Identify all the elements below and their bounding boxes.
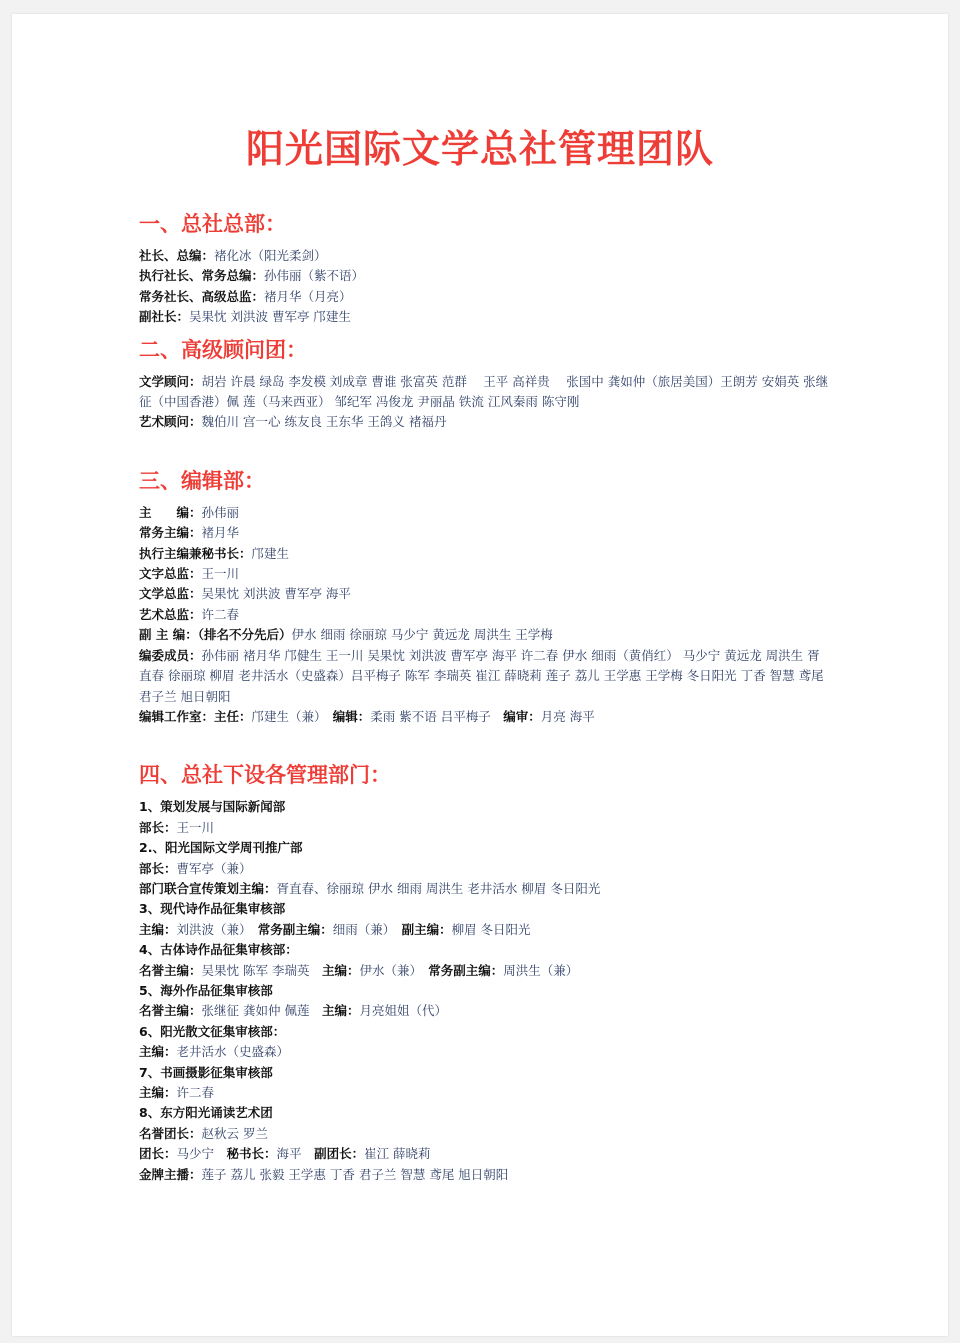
field-value: 孙伟丽 褚月华 邝健生 王一川 吴果忱 刘洪波 曹军亭 海平 许二春 伊水 细雨（黄俏红） 马少宁 黄远龙 周洪生 胥直春 徐丽琼 柳眉 老井活水（史盛森）吕平梅子 陈军 李瑞英 崔江 薛晓莉 莲子 荔儿 王学惠 王学梅 冬日阳光 丁香 智慧 鸢尾 君子兰 旭日朝阳 bbox=[139, 647, 824, 704]
field-label: 部长： bbox=[139, 819, 177, 835]
subsection-heading: 3、现代诗作品征集审核部 bbox=[139, 901, 286, 917]
field-label: 常务副主编： bbox=[257, 921, 333, 937]
field-value: 褚月华（月亮） bbox=[264, 288, 352, 304]
field-label: 名誉主编： bbox=[139, 1003, 202, 1019]
subsection-heading: 1、策划发展与国际新闻部 bbox=[139, 799, 286, 815]
field-label: 名誉主编： bbox=[139, 962, 202, 978]
field-label: 艺术总监： bbox=[139, 606, 202, 622]
field-value: 王一川 bbox=[201, 566, 240, 582]
field-label: 文学总监： bbox=[139, 586, 202, 602]
field-label: 常务社长、高级总监： bbox=[139, 288, 265, 304]
field-value: 马少宁 bbox=[176, 1146, 227, 1162]
field-value: 刘洪波（兼） bbox=[176, 921, 258, 937]
field-value: 周洪生（兼） bbox=[503, 962, 579, 978]
field-label: 主编： bbox=[139, 1044, 177, 1060]
text-line bbox=[139, 412, 829, 432]
text-line bbox=[139, 940, 829, 960]
field-label: 主 编： bbox=[139, 504, 202, 520]
text-line bbox=[139, 859, 829, 879]
field-value: 魏伯川 宫一心 练友良 王东华 王鸽义 褚福丹 bbox=[201, 414, 447, 430]
text-line bbox=[139, 564, 829, 584]
field-value: 细雨（兼） bbox=[332, 921, 402, 937]
field-value: 老井活水（史盛森） bbox=[176, 1044, 290, 1060]
field-label: 文学顾问： bbox=[139, 373, 202, 389]
field-label: 副主编： bbox=[401, 921, 452, 937]
field-value: 伊水 细雨 徐丽琼 马少宁 黄远龙 周洪生 王学梅 bbox=[291, 627, 553, 643]
text-line bbox=[139, 544, 829, 564]
document-body bbox=[139, 202, 829, 1185]
section-heading: 四、总社下设各管理部门： bbox=[139, 763, 391, 788]
field-value: 吴果忱 陈军 李瑞英 bbox=[201, 962, 322, 978]
field-label: 主编： bbox=[139, 1085, 177, 1100]
field-label: 艺术顾问： bbox=[139, 414, 202, 430]
field-label: 主编： bbox=[139, 921, 177, 937]
text-line bbox=[139, 584, 829, 604]
subsection-heading: 5、海外作品征集审核部 bbox=[139, 982, 273, 998]
field-label: 执行主编兼秘书长： bbox=[139, 545, 252, 561]
text-line bbox=[139, 1144, 829, 1164]
text-line bbox=[139, 266, 829, 286]
text-line bbox=[139, 372, 829, 413]
field-value: 柳眉 冬日阳光 bbox=[451, 921, 531, 937]
field-value: 褚化冰（阳光柔剑） bbox=[214, 248, 327, 263]
field-value: 王一川 bbox=[176, 819, 215, 835]
text-line bbox=[139, 1103, 829, 1123]
field-value: 海平 bbox=[276, 1146, 315, 1162]
field-value: 月亮姐姐（代） bbox=[359, 1003, 447, 1019]
field-value: 邝建生（兼） bbox=[251, 708, 333, 724]
text-line bbox=[139, 879, 829, 899]
text-line bbox=[139, 818, 829, 838]
field-value: 邝建生 bbox=[251, 545, 290, 561]
text-line bbox=[139, 1042, 829, 1062]
field-label: 副团长： bbox=[314, 1146, 365, 1162]
text-line bbox=[139, 838, 829, 858]
text-line bbox=[139, 523, 829, 543]
field-value: 张继征 龚如仲 佩莲 bbox=[201, 1003, 322, 1019]
text-line bbox=[139, 1022, 829, 1042]
field-value: 褚月华 bbox=[201, 525, 240, 541]
text-line bbox=[139, 797, 829, 817]
field-value: 吴果忱 刘洪波 曹军亭 海平 bbox=[201, 586, 351, 602]
field-value: 崔江 薛晓莉 bbox=[364, 1146, 431, 1162]
field-label: 秘书长： bbox=[226, 1146, 277, 1162]
subsection-heading: 8、东方阳光诵读艺术团 bbox=[139, 1105, 273, 1121]
subsection-heading: 7、书画摄影征集审核部 bbox=[139, 1064, 273, 1080]
field-label: 金牌主播： bbox=[139, 1166, 202, 1182]
field-label: 常务副主编： bbox=[428, 962, 504, 978]
text-line bbox=[139, 1083, 829, 1103]
subsection-heading: 6、阳光散文征集审核部： bbox=[139, 1023, 286, 1039]
text-line bbox=[139, 981, 829, 1001]
text-line bbox=[139, 605, 829, 625]
field-value: 柔雨 紫不语 吕平梅子 bbox=[370, 708, 504, 724]
section-heading: 三、编辑部： bbox=[139, 468, 265, 493]
document-title: 阳光国际文学总社管理团队 bbox=[245, 127, 714, 171]
field-value: 胡岩 许晨 绿岛 李发模 刘成章 曹谁 张富英 范群 王平 高祥贵 张国中 龚如仲（旅居美国）王朗芳 安娟英 张继征（中国香港）佩 莲（马来西亚） 邹纪军 冯俊龙 尹丽晶 铁流 江风秦雨 陈守刚 bbox=[139, 373, 829, 410]
field-value: 曹军亭（兼） bbox=[176, 860, 252, 876]
subsection-heading: 4、古体诗作品征集审核部： bbox=[139, 942, 298, 958]
text-line bbox=[139, 287, 829, 307]
field-label: 编辑工作室：主任： bbox=[139, 708, 252, 724]
text-line bbox=[139, 1165, 829, 1185]
text-line bbox=[139, 625, 829, 645]
field-label: 编审： bbox=[503, 708, 541, 724]
subsection-heading: 2.、阳光国际文学周刊推广部 bbox=[139, 840, 303, 856]
field-value: 赵秋云 罗兰 bbox=[201, 1125, 268, 1141]
field-value: 吴果忱 刘洪波 曹军亭 邝建生 bbox=[189, 309, 351, 325]
field-value: 孙伟丽（紫不语） bbox=[264, 268, 365, 284]
field-value: 孙伟丽 bbox=[201, 504, 240, 520]
text-line bbox=[139, 503, 829, 523]
text-line bbox=[139, 961, 829, 981]
field-label: 主编： bbox=[321, 962, 360, 978]
field-label: 编委成员： bbox=[139, 647, 202, 663]
section-heading: 二、高级顾问团： bbox=[139, 337, 307, 362]
field-label: 常务主编： bbox=[139, 525, 202, 541]
field-label: 副 主 编：（排名不分先后） bbox=[139, 627, 292, 643]
text-line bbox=[139, 707, 829, 727]
text-line bbox=[139, 1001, 829, 1021]
field-value: 莲子 荔儿 张毅 王学惠 丁香 君子兰 智慧 鸢尾 旭日朝阳 bbox=[201, 1166, 509, 1182]
field-value: 许二春 bbox=[176, 1085, 215, 1100]
field-label: 团长： bbox=[139, 1146, 177, 1162]
field-label: 副社长： bbox=[139, 309, 190, 325]
text-line bbox=[139, 646, 829, 707]
text-line bbox=[139, 1124, 829, 1144]
field-value: 许二春 bbox=[201, 606, 240, 622]
field-value: 月亮 海平 bbox=[540, 708, 595, 724]
field-label: 文字总监： bbox=[139, 566, 202, 582]
field-value: 伊水（兼） bbox=[359, 962, 429, 978]
text-line bbox=[139, 246, 829, 266]
field-label: 执行社长、常务总编： bbox=[139, 268, 265, 284]
section-heading: 一、总社总部： bbox=[139, 212, 286, 236]
field-label: 主编： bbox=[321, 1003, 360, 1019]
field-value: 胥直春、徐丽琼 伊水 细雨 周洪生 老井活水 柳眉 冬日阳光 bbox=[276, 880, 601, 896]
field-label: 部长： bbox=[139, 860, 177, 876]
document-page bbox=[12, 14, 948, 1336]
field-label: 社长、总编： bbox=[139, 248, 215, 263]
text-line bbox=[139, 1063, 829, 1083]
text-line bbox=[139, 920, 829, 940]
field-label: 编辑： bbox=[332, 708, 371, 724]
field-label: 部门联合宣传策划主编： bbox=[139, 880, 277, 896]
text-line bbox=[139, 307, 829, 327]
field-label: 名誉团长： bbox=[139, 1125, 202, 1141]
text-line bbox=[139, 899, 829, 919]
